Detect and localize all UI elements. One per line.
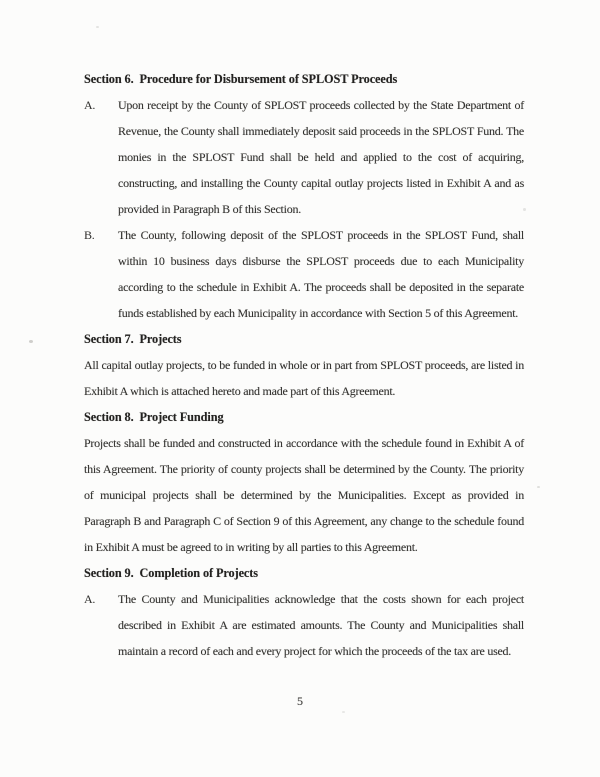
section-8-heading: Section 8. Project Funding (84, 410, 224, 424)
document-body (84, 66, 524, 664)
scan-speck (523, 208, 526, 211)
page-number: 5 (297, 694, 303, 708)
section-9-paragraph-a (84, 586, 524, 664)
scan-speck (342, 711, 345, 713)
section-6-heading: Section 6. Procedure for Disbursement of SPLOST Proceeds (84, 72, 398, 86)
paragraph-text: The County, following deposit of the SPLOST proceeds in the SPLOST Fund, shall within 10 business days disburse the SPLOST proceeds due to each Municipality according to the schedule in Exhibit A. The proceeds shall be deposited in the separate funds established by each Municipality in accordance with Section 5 of this Agreement. (118, 228, 524, 320)
scan-speck (537, 486, 540, 488)
paragraph-text: The County and Municipalities acknowledge that the costs shown for each project described in Exhibit A are estimated amounts. The County and Municipalities shall maintain a record of each and every project for which the proceeds of the tax are used. (118, 592, 524, 658)
section-9-heading: Section 9. Completion of Projects (84, 566, 258, 580)
paragraph-label-a: A. (84, 592, 96, 606)
scan-speck (96, 26, 99, 28)
paragraph-text: Upon receipt by the County of SPLOST proceeds collected by the State Department of Revenue, the County shall immediately deposit said proceeds in the SPLOST Fund. The monies in the SPLOST Fund shall be held and applied to the cost of acquiring, constructing, and installing the County capital outlay projects listed in Exhibit A and as provided in Paragraph B of this Section. (118, 98, 524, 216)
section-6-paragraph-b (84, 222, 524, 326)
section-6-paragraph-a (84, 92, 524, 222)
section-7-paragraph: All capital outlay projects, to be funded in whole or in part from SPLOST proceeds, are listed in Exhibit A which is attached hereto and made part of this Agreement. (84, 358, 524, 398)
paragraph-label-b: B. (84, 228, 95, 242)
paragraph-label-a: A. (84, 98, 96, 112)
scan-speck (29, 340, 33, 343)
section-7-heading: Section 7. Projects (84, 332, 182, 346)
section-8-paragraph: Projects shall be funded and constructed in accordance with the schedule found in Exhibit A of this Agreement. The priority of county projects shall be determined by the County. The priority of municipal projects shall be determined by the Municipalities. Except as provided in Paragraph B and Paragraph C of Section 9 of this Agreement, any change to the schedule found in Exhibit A must be agreed to in writing by all parties to this Agreement. (84, 436, 524, 554)
